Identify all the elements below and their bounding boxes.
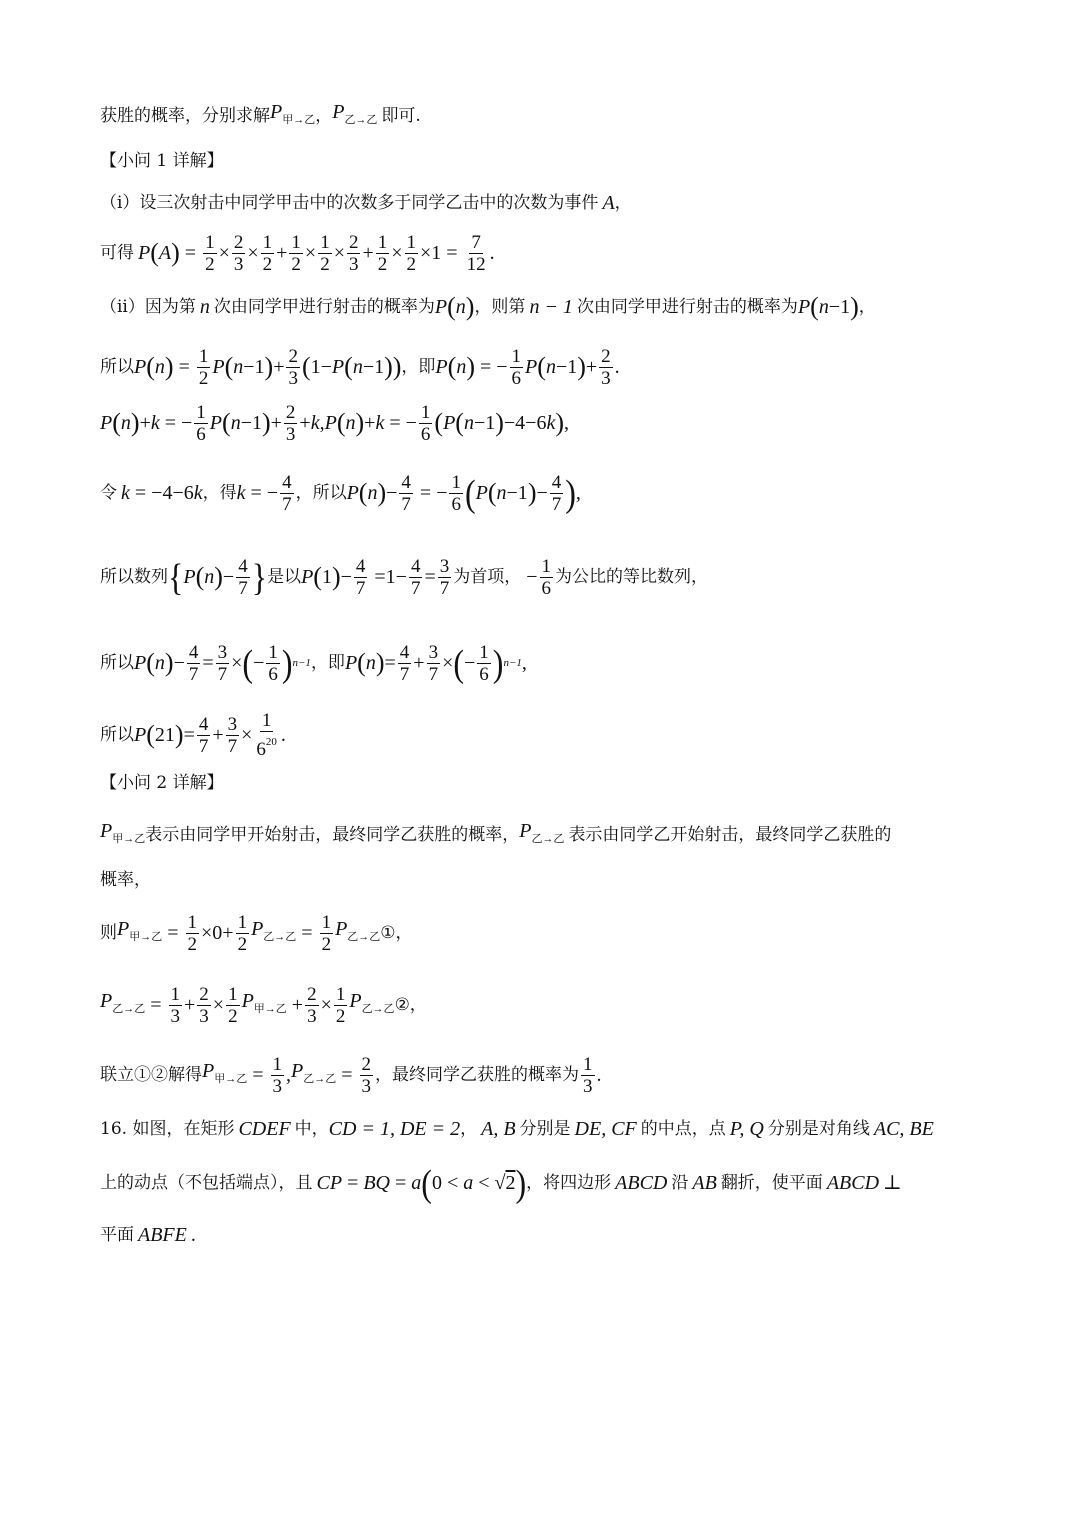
section-heading-2: 【小问 2 详解】	[100, 773, 224, 793]
part-ii-line: （ii）因为第 n 次由同学甲进行射击的概率为 P ( n ) ，则第 n − 1 次由同学甲进行射击的概率为 P ( n −1 ) ，	[100, 292, 876, 321]
equation-2: $P_{乙\to 乙}$ = $\frac{1}{3}$ + $\frac{2}{3}$ × $\frac{1}{2}$ $P_{甲\to 乙}$ + $\frac{2}{3}$ × $\frac{1}{2}$ $P_{乙\to 乙}$ ②，	[100, 983, 427, 1027]
equation-p21: 所以 P ( 21 ) = $\frac{4}{7}$ + $\frac{3}{7}$ × $\frac{1}{6^{20}}$ .	[100, 710, 286, 760]
intro-line	[100, 101, 990, 131]
equation-k: P ( n ) + k = − $\frac{1}{6}$ P ( n −1 ) + $\frac{2}{3}$ + k , P ( n ) + k = − $\frac{1}{6}$ ( P ( n −1 ) −4−6 k ) ,	[100, 401, 570, 445]
section-heading-1: 【小问 1 详解】	[100, 151, 224, 171]
equation-sequence: 所以数列 { P ( n ) − $\frac{4}{7}$ } 是以 P ( 1 ) − $\frac{4}{7}$ =1− $\frac{4}{7}$ = $\frac{3}{7}$ 为首项， − $\frac{1}{6}$ 为公比的等比数列，	[100, 555, 709, 599]
p-jia-yi: $P_{甲\to 乙}$	[270, 101, 316, 126]
p-yi-yi: $P_{乙\to 乙}$	[332, 101, 378, 126]
question-16-line1: 16. 如图，在矩形 CDEF 中， CD = 1, DE = 2 ， A, B 分别是 DE, CF 的中点，点 P, Q 分别是对角线 AC, BE	[100, 1118, 934, 1140]
question-16-line2: 上的动点（不包括端点），且 CP = BQ = a ( 0 < a < √ 2 ) ，将四边形 ABCD 沿 AB 翻折，使平面 ABCD ⊥	[100, 1161, 902, 1205]
equation-pa: 可得 P ( A ) = $\frac{1}{2}$ × $\frac{2}{3}$ × $\frac{1}{2}$ + $\frac{1}{2}$ × $\frac{1}{2}$ × $\frac{2}{3}$ + $\frac{1}{2}$ × $\frac{1}{2}$ ×1 = $\frac{7}{12}$ .	[100, 231, 495, 275]
part2-desc: $P_{甲\to 乙}$ 表示由同学甲开始射击，最终同学乙获胜的概率， $P_{乙\to 乙}$ 表示由同学乙开始射击，最终同学乙获胜的	[100, 820, 892, 845]
part2-desc-cont: 概率，	[100, 870, 151, 890]
equation-general-term: 所以 P ( n ) − $\frac{4}{7}$ = $\frac{3}{7}$ × ( − $\frac{1}{6}$ ) n−1 ，即 P ( n ) = $\frac{4}{7}$ + $\frac{3}{7}$ × ( − $\frac{1}{6}$ ) n−1 ,	[100, 641, 527, 685]
text: 即可.	[381, 106, 421, 126]
part-i-line: （i）设三次射击中同学甲击中的次数多于同学乙击中的次数为事件 A ，	[100, 192, 632, 214]
equation-set-k: 令 k = −4−6 k ，得 k = − $\frac{4}{7}$ ，所以 P ( n ) − $\frac{4}{7}$ = − $\frac{1}{6}$ ( P ( n −1 ) − $\frac{4}{7}$ ) ,	[100, 471, 581, 515]
equation-recurrence: 所以 P ( n ) = $\frac{1}{2}$ P ( n −1 ) + $\frac{2}{3}$ ( 1− P ( n −1 )) ，即 P ( n ) = − $\frac{1}{6}$ P ( n −1 ) + $\frac{2}{3}$ .	[100, 345, 620, 389]
text: 获胜的概率，分别求解	[100, 106, 270, 126]
question-16-line3: 平面 ABFE .	[100, 1224, 196, 1246]
equation-1: 则 $P_{甲\to 乙}$ = $\frac{1}{2}$ ×0+ $\frac{1}{2}$ $P_{乙\to 乙}$ = $\frac{1}{2}$ $P_{乙\to 乙}$ ①，	[100, 911, 413, 955]
equation-solve: 联立①②解得 $P_{甲\to 乙}$ = $\frac{1}{3}$ , $P_{乙\to 乙}$ = $\frac{2}{3}$ ，最终同学乙获胜的概率为 $\frac{1}{3}$ .	[100, 1053, 602, 1097]
text: ，	[315, 106, 333, 126]
